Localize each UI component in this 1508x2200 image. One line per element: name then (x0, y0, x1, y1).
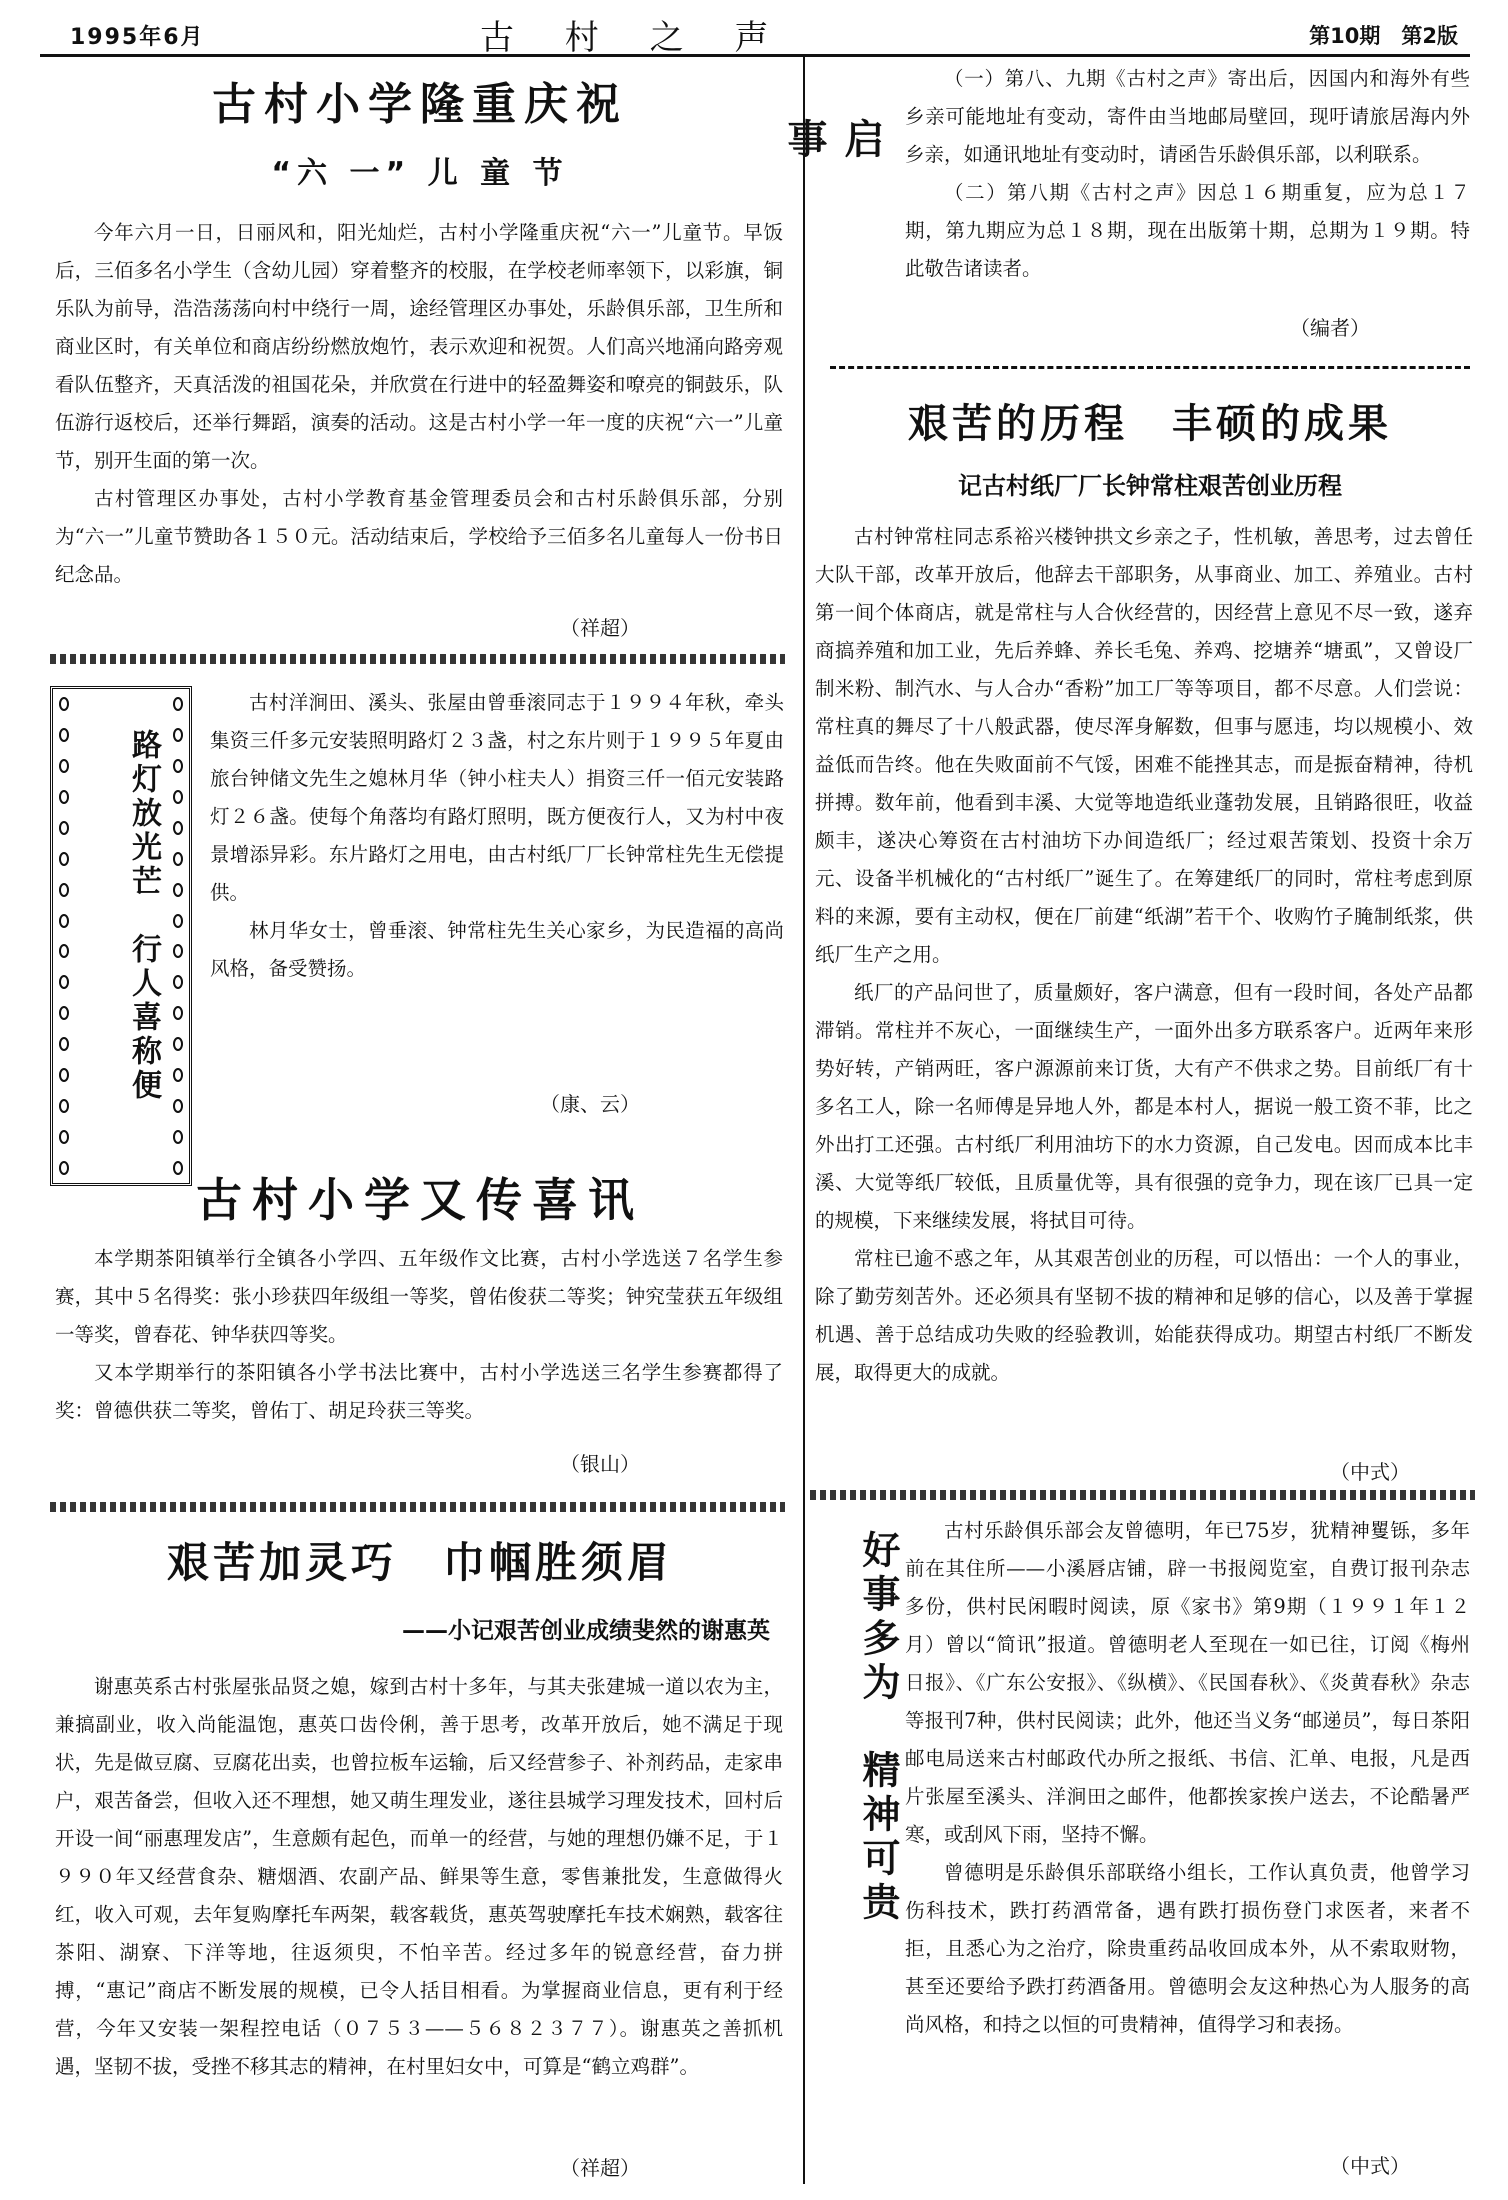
notice-body (905, 60, 1470, 288)
article5-body (815, 518, 1473, 1392)
article1-subtitle: “六 一” 儿 童 节 (271, 156, 569, 191)
article4-paragraph: 谢惠英系古村张屋张品贤之媳，嫁到古村十多年，与其夫张建城一道以农为主，兼搞副业，收入尚能温饱，惠英口齿伶俐，善于思考，改革开放后，她不满足于现状，先是做豆腐、豆腐花出卖，也曾拉板车运输，后又经营参子、补剂药品，走家串户，艰苦备尝，但收入还不理想，她又萌生理发业，遂往县城学习理发技术，回村后开设一间“丽惠理发店”，生意颇有起色，而单一的经营，与她的理想仍嫌不足，于１９９０年又经营食杂、糖烟酒、农副产品、鲜果等生意，零售兼批发，生意做得火红，收入可观，去年复购摩托车两架，载客载货，惠英驾驶摩托车技术娴熟，载客往茶阳、湖寮、下洋等地，往返须臾，不怕辛苦。经过多年的锐意经营，奋力拼搏，“惠记”商店不断发展的规模，已令人括目相看。为掌握商业信息，更有利于经营，今年又安装一架程控电话（０７５３——５６８２３７７）。谢惠英之善抓机遇，坚韧不拔，受挫不移其志的精神，在村里妇女中，可算是“鹤立鸡群”。 (55, 1675, 783, 2078)
article4-subtitle: ——小记艰苦创业成绩斐然的谢惠英 (402, 1618, 770, 1644)
masthead-rule (40, 54, 1470, 57)
article1-byline: （祥超） (560, 616, 640, 640)
article2-byline: （康、云） (540, 1092, 640, 1116)
article3-body (55, 1240, 783, 1430)
article2-body (210, 684, 784, 988)
divider-wavy (830, 366, 1470, 369)
article1-paragraph: 古村管理区办事处，古村小学教育基金管理委员会和古村乐龄俱乐部，分别为“六一”儿童节赞助各１５０元。活动结束后，学校给予三佰多名儿童每人一份书日纪念品。 (55, 487, 783, 586)
article4-title: 艰苦加灵巧 巾帼胜须眉 (166, 1538, 673, 1587)
article2-paragraph: 林月华女士，曾垂滚、钟常柱先生关心家乡，为民造福的高尚风格，备受赞扬。 (210, 919, 784, 980)
article6-paragraph: 曾德明是乐龄俱乐部联络小组长，工作认真负责，他曾学习伤科技术，跌打药酒常备，遇有跌打损伤登门求医者，来者不拒，且悉心为之治疗，除贵重药品收回成本外，从不索取财物，甚至还要给予跌打药酒备用。曾德明会友这种热心为人服务的高尚风格，和持之以恒的可贵精神，值得学习和表扬。 (905, 1861, 1470, 2036)
chain-border-left (57, 689, 71, 1183)
article1-body (55, 214, 783, 594)
article5-byline: （中式） (1330, 1460, 1410, 1484)
article3-paragraph: 又本学期举行的茶阳镇各小学书法比赛中，古村小学选送三名学生参赛都得了奖：曾德供获二等奖，曾佑丁、胡足玲获三等奖。 (55, 1361, 783, 1422)
notice-paragraph: （一）第八、九期《古村之声》寄出后，因国内和海外有些乡亲可能地址有变动，寄件由当地邮局壁回，现吁请旅居海内外乡亲，如通讯地址有变动时，请函告乐龄俱乐部，以利联系。 (905, 67, 1470, 166)
article5-paragraph: 纸厂的产品问世了，质量颇好，客户满意，但有一段时间，各处产品都滞销。常柱并不灰心，一面继续生产，一面外出多方联系客户。近两年来形势好转，产销两旺，客户源源前来订货，大有产不供求之势。目前纸厂有十多名工人，除一名师傅是异地人外，都是本村人，据说一般工资不菲，比之外出打工还强。古村纸厂利用油坊下的水力资源，自己发电。因而成本比丰溪、大觉等纸厂较低，且质量优等，具有很强的竞争力，现在该厂已具一定的规模，下来继续发展，将拭目可待。 (815, 981, 1473, 1232)
article6-byline: （中式） (1330, 2154, 1410, 2178)
divider-wavy (50, 1502, 785, 1512)
article2-title: 路灯放光芒 行人喜称便 (126, 729, 161, 1103)
article2-paragraph: 古村洋涧田、溪头、张屋由曾垂滚同志于１９９４年秋，牵头集资三仟多元安装照明路灯２３盏，村之东片则于１９９５年夏由旅台钟储文先生之媳林月华（钟小柱夫人）捐资三仟一佰元安装路灯２６盏。使每个角落均有路灯照明，既方便夜行人，又为村中夜景增添异彩。东片路灯之用电，由古村纸厂厂长钟常柱先生无偿提供。 (210, 691, 784, 904)
notice-paragraph: （二）第八期《古村之声》因总１６期重复，应为总１７期，第九期应为总１８期，现在出版第十期，总期为１９期。特此敬告诸读者。 (905, 181, 1470, 280)
masthead (40, 8, 1470, 56)
article3-byline: （银山） (560, 1452, 640, 1476)
paper-name: 古 村 之 声 (480, 18, 789, 58)
article5-paragraph: 常柱已逾不惑之年，从其艰苦创业的历程，可以悟出：一个人的事业，除了勤劳刻苦外。还必须具有坚韧不拔的精神和足够的信心，以及善于掌握机遇、善于总结成功失败的经验教训，始能获得成功。期望古村纸厂不断发展，取得更大的成就。 (815, 1247, 1473, 1384)
issue-date: 1995年6月 (70, 25, 205, 50)
chain-border-right (171, 689, 185, 1183)
column-divider (803, 54, 805, 2184)
notice-label: 启 事 (781, 118, 884, 254)
article3-paragraph: 本学期茶阳镇举行全镇各小学四、五年级作文比赛，古村小学选送７名学生参赛，其中５名得奖：张小珍获四年级组一等奖，曾佑俊获二等奖；钟究莹获五年级组一等奖，曾春花、钟华获四等奖。 (55, 1247, 783, 1346)
article1-paragraph: 今年六月一日，日丽风和，阳光灿烂，古村小学隆重庆祝“六一”儿童节。早饭后，三佰多名小学生（含幼儿园）穿着整齐的校服，在学校老师率领下，以彩旗，铜乐队为前导，浩浩荡荡向村中绕行一周，途经管理区办事处，乐龄俱乐部，卫生所和商业区时，有关单位和商店纷纷燃放炮竹，表示欢迎和祝贺。人们高兴地涌向路旁观看队伍整齐，天真活泼的祖国花朵，并欣赏在行进中的轻盈舞姿和嘹亮的铜鼓乐，队伍游行返校后，还举行舞蹈，演奏的活动。这是古村小学一年一度的庆祝“六一”儿童节，别开生面的第一次。 (55, 221, 783, 472)
article2-title-frame (50, 686, 192, 1186)
article5-title: 艰苦的历程 丰硕的成果 (908, 401, 1392, 447)
issue-number: 第10期 第2版 (1309, 24, 1458, 48)
notice-byline: （编者） (1290, 316, 1370, 340)
divider-wavy (50, 654, 785, 664)
article4-byline: （祥超） (560, 2156, 640, 2180)
article3-title: 古村小学又传喜讯 (196, 1173, 644, 1227)
article1-title: 古村小学隆重庆祝 (212, 79, 628, 130)
article5-subtitle: 记古村纸厂厂长钟常柱艰苦创业历程 (958, 472, 1342, 500)
article6-paragraph: 古村乐龄俱乐部会友曾德明，年已75岁，犹精神矍铄，多年前在其住所——小溪唇店铺，辟一书报阅览室，自费订报刊杂志多份，供村民闲暇时阅读，原《家书》第9期（１９９１年１２月）曾以“简讯”报道。曾德明老人至现在一如已往，订阅《梅州日报》、《广东公安报》、《纵横》、《民国春秋》、《炎黄春秋》杂志等报刊7种，供村民阅读；此外，他还当义务“邮递员”，每日茶阳邮电局送来古村邮政代办所之报纸、书信、汇单、电报，凡是西片张屋至溪头、洋涧田之邮件，他都挨家挨户送去，不论酷暑严寒，或刮风下雨，坚持不懈。 (905, 1519, 1470, 1846)
divider-wavy (810, 1490, 1475, 1500)
article5-paragraph: 古村钟常柱同志系裕兴楼钟拱文乡亲之子，性机敏，善思考，过去曾任大队干部，改革开放后，他辞去干部职务，从事商业、加工、养殖业。古村第一间个体商店，就是常柱与人合伙经营的，因经营上意见不尽一致，遂弃商搞养殖和加工业，先后养蜂、养长毛兔、养鸡、挖塘养“塘虱”，又曾设厂制米粉、制汽水、与人合办“香粉”加工厂等等项目，都不尽意。人们尝说：常柱真的舞尽了十八般武器，使尽浑身解数，但事与愿违，均以规模小、效益低而告终。他在失败面前不气馁，困难不能挫其志，而是振奋精神，待机拼搏。数年前，他看到丰溪、大觉等地造纸业蓬勃发展，且销路很旺，收益颇丰，遂决心筹资在古村油坊下办间造纸厂；经过艰苦策划、投资十余万元、设备半机械化的“古村纸厂”诞生了。在筹建纸厂的同时，常柱考虑到原料的来源，要有主动权，便在厂前建“纸湖”若干个、收购竹子腌制纸浆，供纸厂生产之用。 (815, 525, 1473, 966)
article4-body (55, 1668, 783, 2086)
article6-title: 好事多为 精神可贵 (856, 1530, 900, 1926)
article6-body (905, 1512, 1470, 2044)
